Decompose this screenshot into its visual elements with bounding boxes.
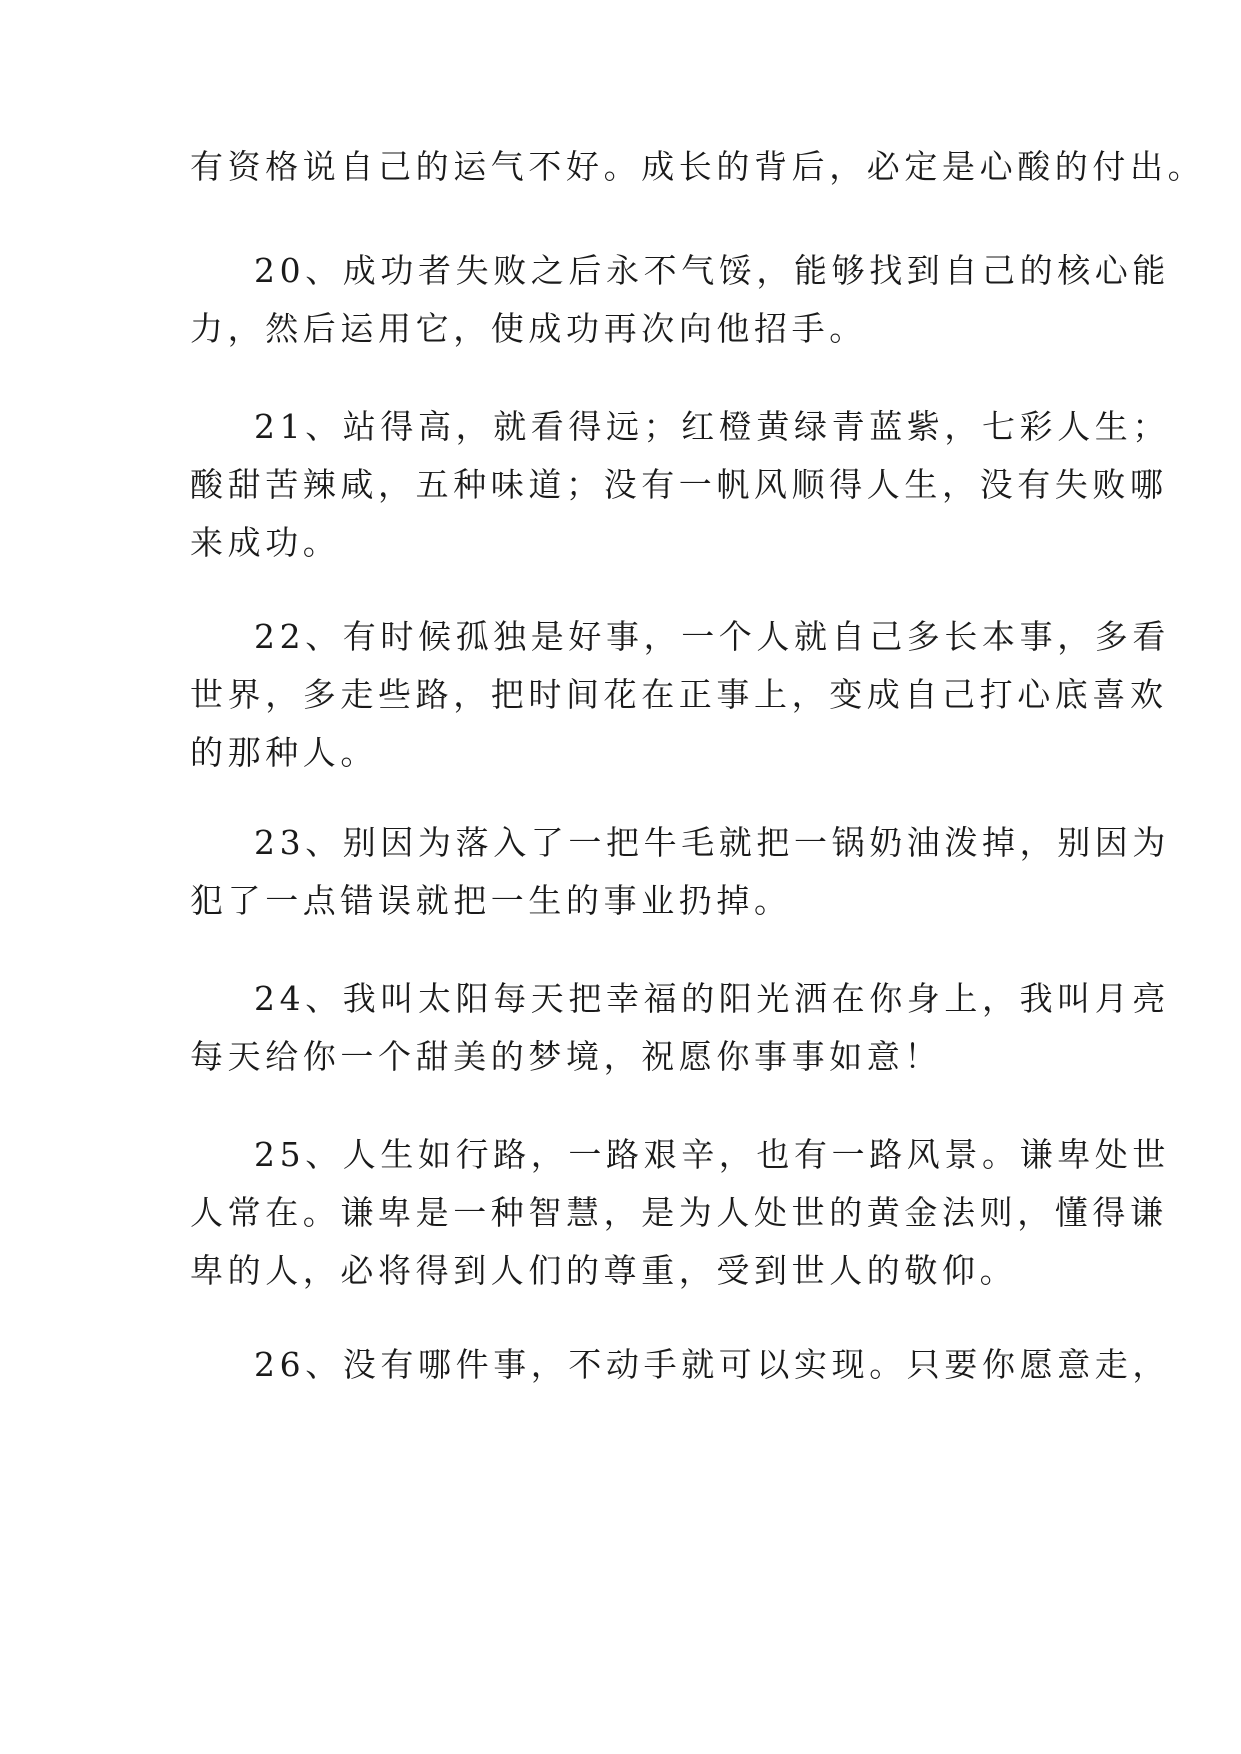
text-line: 有资格说自己的运气不好。成长的背后，必定是心酸的付出。 [190, 147, 1206, 186]
paragraph-24 [190, 970, 1170, 1086]
paragraph-22 [190, 608, 1170, 782]
paragraph-21 [190, 398, 1170, 572]
text-line: 的那种人。 [190, 733, 378, 772]
text-line: 26、没有哪件事，不动手就可以实现。只要你愿意走， [254, 1345, 1170, 1384]
text-line: 犯了一点错误就把一生的事业扔掉。 [190, 881, 792, 920]
text-line: 24、我叫太阳每天把幸福的阳光洒在你身上，我叫月亮 [254, 979, 1170, 1018]
text-line: 酸甜苦辣咸，五种味道；没有一帆风顺得人生，没有失败哪 [190, 465, 1168, 504]
text-line: 22、有时候孤独是好事，一个人就自己多长本事，多看 [254, 617, 1170, 656]
text-line: 力，然后运用它，使成功再次向他招手。 [190, 309, 867, 348]
text-line: 卑的人，必将得到人们的尊重，受到世人的敬仰。 [190, 1251, 1018, 1290]
text-line: 世界，多走些路，把时间花在正事上，变成自己打心底喜欢 [190, 675, 1168, 714]
text-line: 每天给你一个甜美的梦境，祝愿你事事如意！ [190, 1037, 942, 1076]
paragraph-25 [190, 1126, 1170, 1300]
paragraph-23 [190, 814, 1170, 930]
paragraph-20 [190, 242, 1170, 358]
text-line: 21、站得高，就看得远；红橙黄绿青蓝紫，七彩人生； [254, 407, 1170, 446]
text-line: 来成功。 [190, 523, 341, 562]
text-line: 人常在。谦卑是一种智慧，是为人处世的黄金法则，懂得谦 [190, 1193, 1168, 1232]
paragraph-26 [190, 1336, 1170, 1394]
paragraph-continuation [190, 138, 1206, 196]
text-line: 20、成功者失败之后永不气馁，能够找到自己的核心能 [254, 251, 1170, 290]
text-line: 25、人生如行路，一路艰辛，也有一路风景。谦卑处世 [254, 1135, 1170, 1174]
text-line: 23、别因为落入了一把牛毛就把一锅奶油泼掉，别因为 [254, 823, 1170, 862]
